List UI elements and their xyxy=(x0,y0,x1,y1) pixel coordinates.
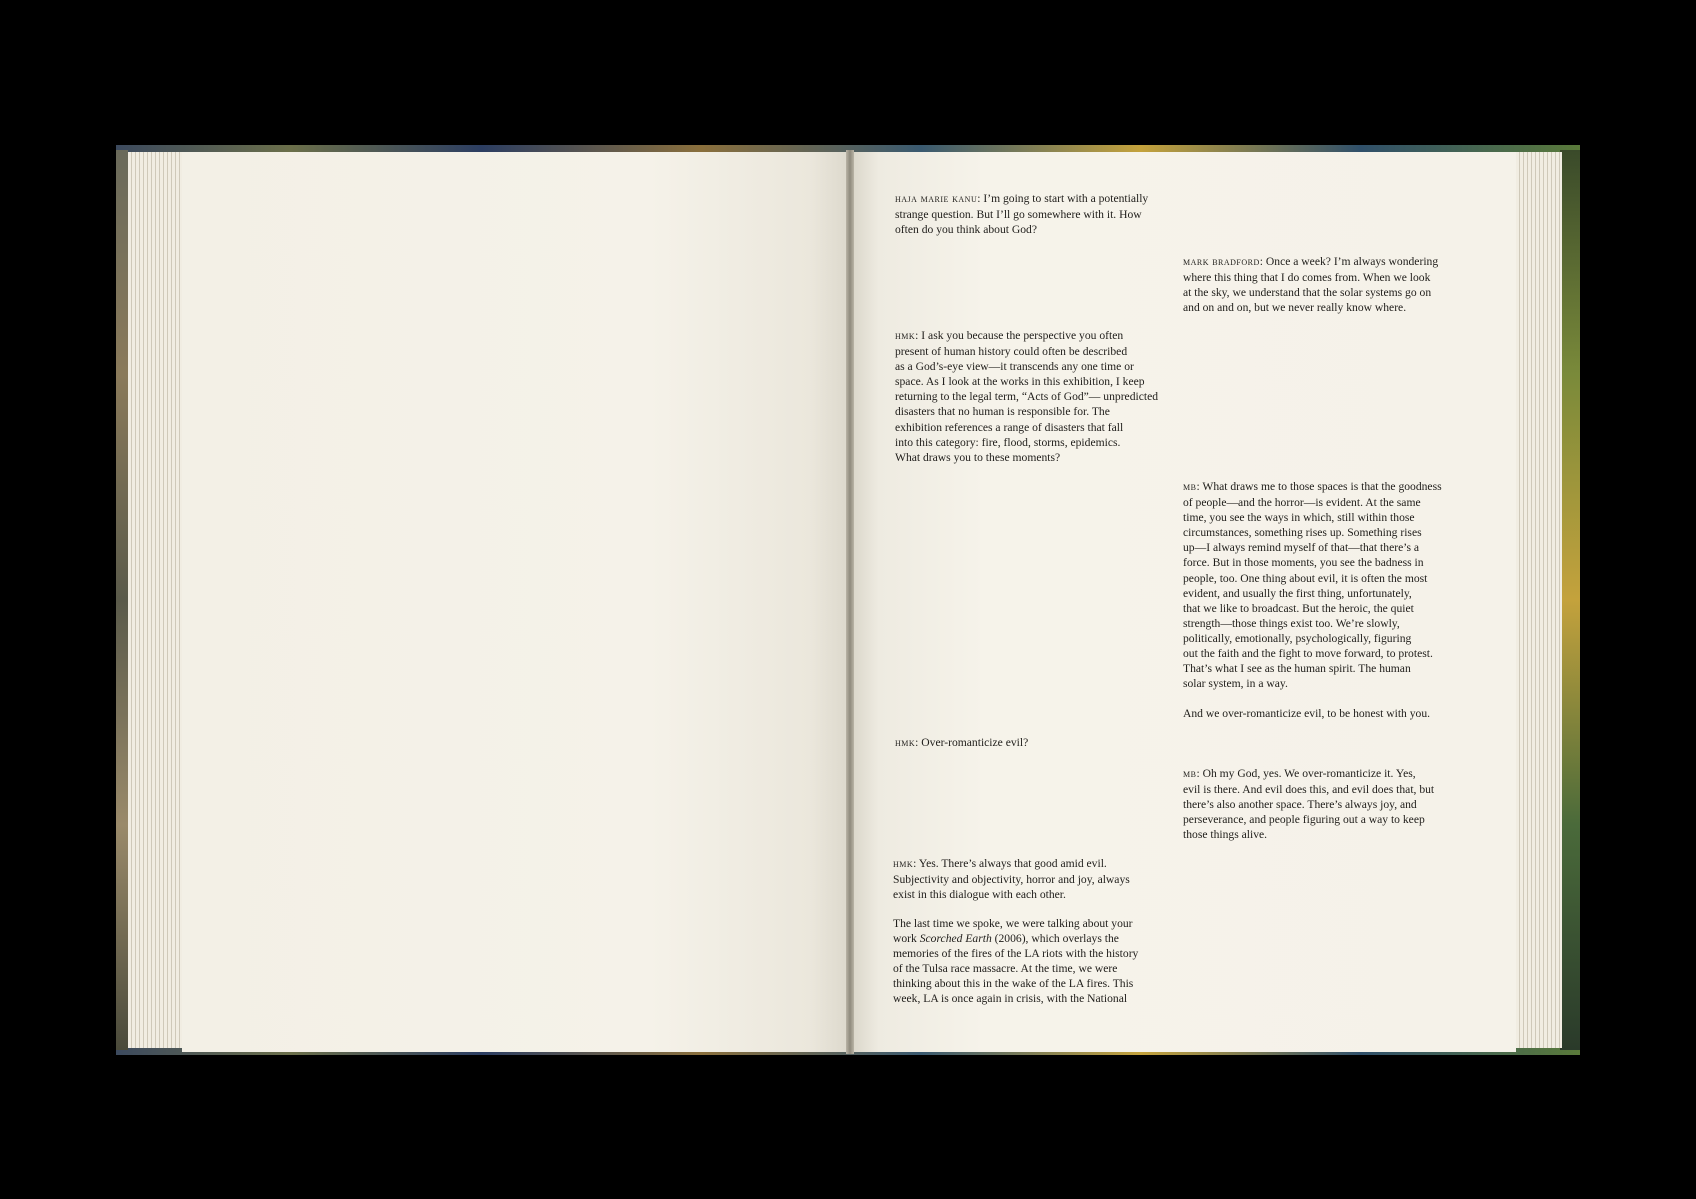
closing-post-title: (2006), which overlays the xyxy=(991,932,1119,946)
speaker-label: mb xyxy=(1183,481,1197,493)
speaker-label: hmk xyxy=(895,330,916,342)
book-gutter xyxy=(846,150,854,1054)
speech-text: Oh my God, yes. We over-romanticize it. Yes, evil is there. And evil does this, and evil does that, but there’s also another space. There’s always joy, and perseverance, and people figuring out a way to keep those things alive. xyxy=(1183,767,1435,842)
interview-block-5: hmk: Over-romanticize evil? xyxy=(895,736,1029,749)
page-stack-left xyxy=(128,152,184,1048)
speaker-label: haja marie kanu xyxy=(895,193,978,205)
cover-left-edge xyxy=(116,150,128,1050)
closing-line-1: The last time we spoke, we were talking about your xyxy=(893,917,1133,930)
closing-pre-title: work xyxy=(893,932,920,946)
interview-block-7: hmk: Yes. There’s always that good amid evil. Subjectivity and objectivity, horror and joy, always exist in this dialogue with each other. xyxy=(893,857,1130,902)
closing-rest: memories of the fires of the LA riots with the history of the Tulsa race massacre. At the time, we were thinking about this in the wake of the LA fires. This week, LA is once again in crisis, with the National xyxy=(893,947,1139,1006)
speech-text: What draws me to those spaces is that the goodness of people—and the horror—is evident. At the same time, you see the ways in which, still within those circumstances, something rises up. Something rises up—I always remind myself of that—that there’s a force. But in those moments, you see the badness in people, too. One thing about evil, it is often the most evident, and usually the first thing, unfortunately, that we like to broadcast. But the heroic, the quiet strength—those things exist too. We’re slowly, politically, emotionally, psychologically, figuring out the faith and the fight to move forward, to protest. That’s what I see as the human spirit. The human solar system, in a way. And we over-romanticize evil, to be honest with you. xyxy=(1183,480,1442,721)
work-title: Scorched Earth xyxy=(919,932,992,946)
speech-text: Over-romanticize evil? xyxy=(921,736,1029,749)
speech-text: I ask you because the perspective you often present of human history could often be described as a God’s-eye view—it transcends any one time or space. As I look at the works in this exhibition, I keep returning to the legal term, “Acts of God”— unpredicted disasters that no human is responsible for. The exhibition references a range of disasters that fall into this category: fire, flood, storms, epidemics. What draws you to these moments? xyxy=(895,329,1159,464)
closing-paragraph xyxy=(893,916,1188,1007)
speaker-label: hmk xyxy=(893,858,914,870)
interview-block-4: mb: What draws me to those spaces is that the goodness of people—and the horror—is evident. At the same time, you see the ways in which, still within those circumstances, something rises up. Something rises up—I always remind myself of that—that there’s a force. But in those moments, you see the badness in people, too. One thing about evil, it is often the most evident, and usually the first thing, unfortunately, that we like to broadcast. But the heroic, the quiet strength—those things exist too. We’re slowly, politically, emotionally, psychologically, figuring out the faith and the fight to move forward, to protest. That’s what I see as the human spirit. The human solar system, in a way. And we over-romanticize evil, to be honest with you. xyxy=(1183,480,1442,721)
page-stack-right xyxy=(1512,152,1562,1048)
speaker-label: hmk xyxy=(895,737,916,749)
interview-block-2: mark bradford: Once a week? I’m always wondering where this thing that I do comes from. When we look at the sky, we understand that the solar systems go on and on and on, but we never really know where. xyxy=(1183,255,1439,315)
interview-block-6: mb: Oh my God, yes. We over-romanticize it. Yes, evil is there. And evil does this, and evil does that, but there’s also another space. There’s always joy, and perseverance, and people figuring out a way to keep those things alive. xyxy=(1183,767,1435,842)
speech-text: Yes. There’s always that good amid evil. Subjectivity and objectivity, horror and joy, always exist in this dialogue with each other. xyxy=(893,857,1130,902)
speaker-label: mark bradford xyxy=(1183,256,1260,268)
interview-block-1: haja marie kanu: I’m going to start with a potentially strange question. But I’ll go somewhere with it. How often do you think about God? xyxy=(895,192,1149,237)
speech-text: I’m going to start with a potentially strange question. But I’ll go somewhere with it. How often do you think about God? xyxy=(895,192,1149,237)
speech-text: Once a week? I’m always wondering where this thing that I do comes from. When we look at the sky, we understand that the solar systems go on and on and on, but we never really know where. xyxy=(1183,255,1439,315)
left-page-blank xyxy=(182,152,850,1052)
speaker-label: mb xyxy=(1183,768,1197,780)
interview-block-3: hmk: I ask you because the perspective you often present of human history could often be described as a God’s-eye view—it transcends any one time or space. As I look at the works in this exhibition, I keep returning to the legal term, “Acts of God”— unpredicted disasters that no human is responsible for. The exhibition references a range of disasters that fall into this category: fire, flood, storms, epidemics. What draws you to these moments? xyxy=(895,329,1159,464)
cover-right-edge xyxy=(1560,150,1580,1050)
